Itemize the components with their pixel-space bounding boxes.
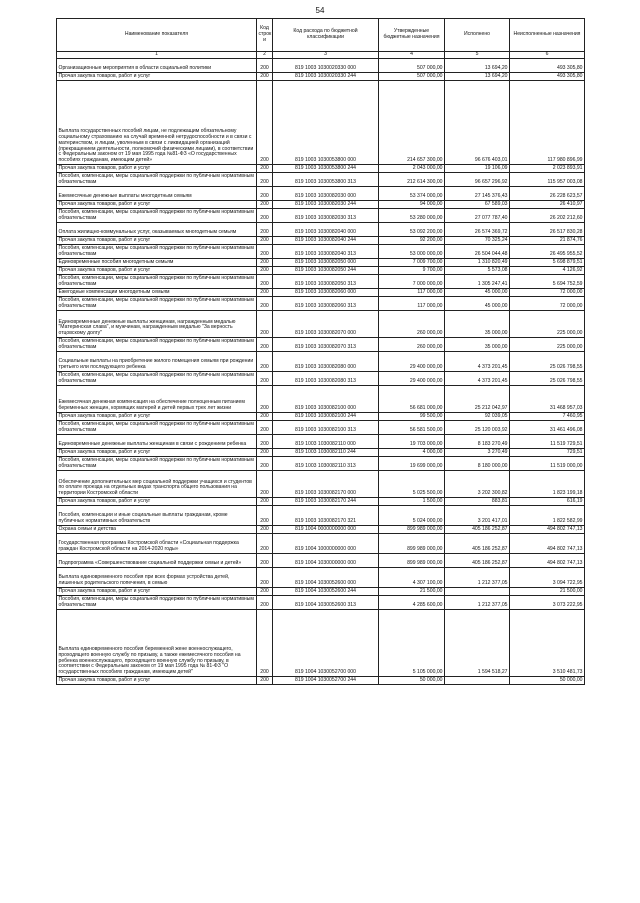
row-approved-cell: 507 000,00: [379, 58, 445, 72]
row-unexecuted-cell: 26 202 212,60: [510, 208, 585, 222]
table-row: [57, 609, 585, 676]
table-row: [57, 412, 585, 420]
row-approved-cell: 94 000,00: [379, 200, 445, 208]
row-approved-cell: 117 000,00: [379, 296, 445, 310]
row-code-cell: 200: [257, 351, 273, 371]
row-kbk-cell: 819 1003 1030082040 244: [273, 236, 379, 244]
row-code-cell: 200: [257, 236, 273, 244]
row-executed-cell: [445, 587, 510, 595]
row-name-cell: Прочая закупка товаров, работ и услуг: [57, 236, 257, 244]
row-kbk-cell: 819 1003 1030082170 244: [273, 497, 379, 505]
column-number: 3: [273, 52, 379, 59]
row-code-cell: 200: [257, 72, 273, 80]
row-code-cell: 200: [257, 274, 273, 288]
row-kbk-cell: 819 1003 1030082050 244: [273, 266, 379, 274]
row-approved-cell: 7 009 700,00: [379, 258, 445, 266]
row-approved-cell: 5 024 000,00: [379, 505, 445, 525]
table-row: [57, 58, 585, 72]
row-executed-cell: 883,81: [445, 497, 510, 505]
row-unexecuted-cell: 3 094 722,95: [510, 567, 585, 587]
row-kbk-cell: 819 1003 1030082070 000: [273, 310, 379, 337]
row-unexecuted-cell: 7 460,95: [510, 412, 585, 420]
row-code-cell: 200: [257, 448, 273, 456]
row-name-cell: Пособия, компенсации, меры социальной поддержки по публичным нормативным обязательствам: [57, 456, 257, 470]
row-name-cell: Государственная программа Костромской области «Социальная поддержка граждан Костромской области на 2014-2020 годы»: [57, 533, 257, 553]
row-executed-cell: 96 657 296,92: [445, 172, 510, 186]
row-unexecuted-cell: 1 822 582,99: [510, 505, 585, 525]
row-kbk-cell: 819 1003 1030082030 313: [273, 208, 379, 222]
row-code-cell: 200: [257, 434, 273, 448]
row-approved-cell: 899 989 000,00: [379, 533, 445, 553]
row-kbk-cell: 819 1003 1030082080 313: [273, 371, 379, 385]
row-code-cell: 200: [257, 525, 273, 533]
row-code-cell: 200: [257, 371, 273, 385]
row-kbk-cell: 819 1003 1030020330 244: [273, 72, 379, 80]
table-row: [57, 595, 585, 609]
row-executed-cell: 1 594 518,27: [445, 609, 510, 676]
row-approved-cell: 5 025 500,00: [379, 470, 445, 497]
row-kbk-cell: 819 1003 1030053800 244: [273, 164, 379, 172]
row-name-cell: Пособия, компенсации, меры социальной поддержки по публичным нормативным обязательствам: [57, 244, 257, 258]
table-row: [57, 310, 585, 337]
row-approved-cell: 56 581 500,00: [379, 420, 445, 434]
table-row: [57, 385, 585, 412]
table-row: [57, 288, 585, 296]
row-code-cell: 200: [257, 172, 273, 186]
row-name-cell: Выплата единовременного пособия беременной жене военнослужащего, проходящего военную службу по призыву, а также ежемесячного пособия на ребенка военнослужащего, проходящего военную службу по призыву, в соответствии с Федеральным законом от 19 мая 1995 года № 81-ФЗ "О государственных пособиях гражданам, имеющим детей": [57, 609, 257, 676]
row-unexecuted-cell: 50 000,00: [510, 676, 585, 684]
row-approved-cell: 99 500,00: [379, 412, 445, 420]
row-code-cell: 200: [257, 385, 273, 412]
table-row: [57, 497, 585, 505]
row-executed-cell: 5 573,08: [445, 266, 510, 274]
row-kbk-cell: 819 1003 1030082060 313: [273, 296, 379, 310]
row-name-cell: Охрана семьи и детства: [57, 525, 257, 533]
row-name-cell: Оплата жилищно-коммунальных услуг, оказываемых многодетным семьям: [57, 222, 257, 236]
row-name-cell: Ежемесячные денежные выплаты многодетным семьям: [57, 186, 257, 200]
row-name-cell: Прочая закупка товаров, работ и услуг: [57, 587, 257, 595]
row-executed-cell: 45 000,00: [445, 288, 510, 296]
row-unexecuted-cell: 25 026 798,55: [510, 371, 585, 385]
table-row: [57, 420, 585, 434]
column-number: 1: [57, 52, 257, 59]
row-executed-cell: 3 202 300,82: [445, 470, 510, 497]
row-executed-cell: 27 145 376,43: [445, 186, 510, 200]
row-approved-cell: 5 105 000,00: [379, 609, 445, 676]
row-kbk-cell: 819 1003 1030082080 000: [273, 351, 379, 371]
row-name-cell: Ежегодные компенсации многодетным семьям: [57, 288, 257, 296]
table-row: [57, 533, 585, 553]
column-header-name: Наименование показателя: [57, 19, 257, 52]
row-name-cell: Пособия, компенсации, меры социальной поддержки по публичным нормативным обязательствам: [57, 420, 257, 434]
column-number-row: [57, 52, 585, 59]
column-header-executed: Исполнено: [445, 19, 510, 52]
table-row: [57, 266, 585, 274]
row-name-cell: Пособия, компенсации, меры социальной поддержки по публичным нормативным обязательствам: [57, 595, 257, 609]
row-code-cell: 200: [257, 497, 273, 505]
table-row: [57, 587, 585, 595]
row-unexecuted-cell: 5 698 879,51: [510, 258, 585, 266]
row-approved-cell: 260 000,00: [379, 310, 445, 337]
row-unexecuted-cell: 26 410,97: [510, 200, 585, 208]
row-kbk-cell: 819 1003 1030082110 313: [273, 456, 379, 470]
row-code-cell: 200: [257, 258, 273, 266]
row-approved-cell: 53 000 000,00: [379, 244, 445, 258]
row-code-cell: 200: [257, 470, 273, 497]
row-code-cell: 200: [257, 80, 273, 164]
row-name-cell: Прочая закупка товаров, работ и услуг: [57, 164, 257, 172]
table-row: [57, 200, 585, 208]
row-kbk-cell: 819 1003 1030082050 313: [273, 274, 379, 288]
table-row: [57, 371, 585, 385]
row-approved-cell: 260 000,00: [379, 337, 445, 351]
row-unexecuted-cell: 494 802 747,13: [510, 553, 585, 567]
page-number: 54: [315, 6, 325, 15]
row-executed-cell: 3 270,49: [445, 448, 510, 456]
row-name-cell: Пособия, компенсации, меры социальной поддержки по публичным нормативным обязательствам: [57, 172, 257, 186]
row-name-cell: Подпрограмма «Совершенствование социальной поддержки семьи и детей»: [57, 553, 257, 567]
table-row: [57, 434, 585, 448]
row-name-cell: Социальные выплаты на приобретение жилого помещения семьям при рождении третьего или последующего ребенка: [57, 351, 257, 371]
row-name-cell: Ежемесячная денежная компенсация на обеспечение полноценным питанием беременных женщин, кормящих матерей и детей первых трех лет жизни: [57, 385, 257, 412]
row-approved-cell: 19 703 000,00: [379, 434, 445, 448]
row-code-cell: 200: [257, 310, 273, 337]
table-row: [57, 525, 585, 533]
row-approved-cell: 21 500,00: [379, 587, 445, 595]
row-executed-cell: 35 000,00: [445, 337, 510, 351]
row-executed-cell: 92 039,05: [445, 412, 510, 420]
row-kbk-cell: 819 1003 1030082100 000: [273, 385, 379, 412]
row-approved-cell: 899 989 000,00: [379, 525, 445, 533]
row-name-cell: Прочая закупка товаров, работ и услуг: [57, 266, 257, 274]
row-approved-cell: 53 374 000,00: [379, 186, 445, 200]
row-executed-cell: 26 504 044,48: [445, 244, 510, 258]
row-unexecuted-cell: 225 000,00: [510, 337, 585, 351]
row-kbk-cell: 819 1003 1030082040 313: [273, 244, 379, 258]
row-name-cell: Организационные мероприятия в области социальной политики: [57, 58, 257, 72]
row-code-cell: 200: [257, 595, 273, 609]
row-name-cell: Прочая закупка товаров, работ и услуг: [57, 497, 257, 505]
row-code-cell: 200: [257, 412, 273, 420]
row-kbk-cell: 819 1003 1030082170 321: [273, 505, 379, 525]
table-row: [57, 676, 585, 684]
row-name-cell: Прочая закупка товаров, работ и услуг: [57, 448, 257, 456]
row-code-cell: 200: [257, 296, 273, 310]
row-executed-cell: 4 373 201,45: [445, 351, 510, 371]
row-kbk-cell: 819 1003 1030053800 000: [273, 80, 379, 164]
row-executed-cell: 1 305 247,41: [445, 274, 510, 288]
row-kbk-cell: 819 1004 1030052600 244: [273, 587, 379, 595]
row-unexecuted-cell: 72 000,00: [510, 288, 585, 296]
row-executed-cell: [445, 676, 510, 684]
row-unexecuted-cell: 31 461 496,08: [510, 420, 585, 434]
row-kbk-cell: 819 1003 1030082030 000: [273, 186, 379, 200]
row-executed-cell: 70 325,24: [445, 236, 510, 244]
row-approved-cell: 117 000,00: [379, 288, 445, 296]
row-name-cell: Единовременные пособия многодетным семьям: [57, 258, 257, 266]
row-kbk-cell: 819 1003 1030020330 000: [273, 58, 379, 72]
row-unexecuted-cell: 5 694 752,59: [510, 274, 585, 288]
row-code-cell: 200: [257, 222, 273, 236]
row-executed-cell: 25 212 042,97: [445, 385, 510, 412]
row-code-cell: 200: [257, 420, 273, 434]
row-code-cell: 200: [257, 58, 273, 72]
row-kbk-cell: 819 1003 1030082040 000: [273, 222, 379, 236]
row-kbk-cell: 819 1004 1030052600 000: [273, 567, 379, 587]
row-executed-cell: 25 120 003,92: [445, 420, 510, 434]
row-executed-cell: 3 201 417,01: [445, 505, 510, 525]
row-unexecuted-cell: 2 023 893,91: [510, 164, 585, 172]
row-unexecuted-cell: 25 026 798,55: [510, 351, 585, 371]
row-unexecuted-cell: 494 802 747,13: [510, 533, 585, 553]
table-row: [57, 337, 585, 351]
row-name-cell: Единовременные денежные выплаты женщинам, награжденным медалью "Материнская слава", и мужчинам, награжденным медалью "За верность отцовскому долгу": [57, 310, 257, 337]
row-code-cell: 200: [257, 337, 273, 351]
row-kbk-cell: 819 1004 1030052700 000: [273, 609, 379, 676]
row-code-cell: 200: [257, 200, 273, 208]
row-approved-cell: 19 699 000,00: [379, 456, 445, 470]
row-unexecuted-cell: 115 957 003,08: [510, 172, 585, 186]
row-code-cell: 200: [257, 553, 273, 567]
row-unexecuted-cell: 225 000,00: [510, 310, 585, 337]
column-header-approved: Утвержденные бюджетные назначения: [379, 19, 445, 52]
table-row: [57, 236, 585, 244]
row-code-cell: 200: [257, 567, 273, 587]
row-approved-cell: 53 092 200,00: [379, 222, 445, 236]
row-approved-cell: 50 000,00: [379, 676, 445, 684]
column-header-code: Код строк и: [257, 19, 273, 52]
row-unexecuted-cell: 11 519 729,51: [510, 434, 585, 448]
row-kbk-cell: 819 1004 1000000000 000: [273, 533, 379, 553]
row-unexecuted-cell: 3 510 481,73: [510, 609, 585, 676]
row-kbk-cell: 819 1004 0000000000 000: [273, 525, 379, 533]
table-row: [57, 72, 585, 80]
row-approved-cell: 4 000,00: [379, 448, 445, 456]
budget-execution-table: [56, 18, 585, 685]
row-kbk-cell: 819 1003 1030082030 244: [273, 200, 379, 208]
row-name-cell: Пособия, компенсации и иные социальные выплаты гражданам, кроме публичных нормативных обязательств: [57, 505, 257, 525]
table-row: [57, 172, 585, 186]
column-header-kbk: Код расхода по бюджетной классификации: [273, 19, 379, 52]
row-executed-cell: 13 694,20: [445, 58, 510, 72]
row-executed-cell: 1 212 377,05: [445, 567, 510, 587]
row-name-cell: Выплата единовременного пособия при всех формах устройства детей, лишенных родительского попечения, в семью: [57, 567, 257, 587]
row-executed-cell: 67 589,03: [445, 200, 510, 208]
row-kbk-cell: 819 1003 1030082050 000: [273, 258, 379, 266]
row-approved-cell: 507 000,00: [379, 72, 445, 80]
row-code-cell: 200: [257, 456, 273, 470]
row-kbk-cell: 819 1004 1030000000 000: [273, 553, 379, 567]
row-executed-cell: 96 676 403,01: [445, 80, 510, 164]
row-code-cell: 200: [257, 288, 273, 296]
row-unexecuted-cell: 493 305,80: [510, 58, 585, 72]
row-executed-cell: 405 186 252,87: [445, 525, 510, 533]
row-unexecuted-cell: 493 305,80: [510, 72, 585, 80]
row-name-cell: Пособия, компенсации, меры социальной поддержки по публичным нормативным обязательствам: [57, 274, 257, 288]
row-approved-cell: 899 989 000,00: [379, 553, 445, 567]
row-executed-cell: 35 000,00: [445, 310, 510, 337]
table-row: [57, 505, 585, 525]
row-unexecuted-cell: 21 500,00: [510, 587, 585, 595]
row-name-cell: Прочая закупка товаров, работ и услуг: [57, 676, 257, 684]
table-row: [57, 186, 585, 200]
row-executed-cell: 8 183 270,49: [445, 434, 510, 448]
row-unexecuted-cell: 616,19: [510, 497, 585, 505]
table-row: [57, 274, 585, 288]
row-approved-cell: 1 500,00: [379, 497, 445, 505]
row-kbk-cell: 819 1003 1030082170 000: [273, 470, 379, 497]
row-code-cell: 200: [257, 609, 273, 676]
row-approved-cell: 4 285 600,00: [379, 595, 445, 609]
row-approved-cell: 7 000 000,00: [379, 274, 445, 288]
column-header-unexecuted: Неисполненные назначения: [510, 19, 585, 52]
row-name-cell: Выплата государственных пособий лицам, не подлежащим обязательному социальному страхованию на случай временной нетрудоспособности и в связи с материнством, и лицам, уволенным в связи с ликвидацией организаций (прекращением деятельности, полномочий физическими лицами), в соответствии с Федеральным законом от 19 мая 1995 года №81-ФЗ «О государственных пособиях гражданам, имеющим детей»: [57, 80, 257, 164]
row-unexecuted-cell: 494 802 747,13: [510, 525, 585, 533]
row-executed-cell: 27 077 787,40: [445, 208, 510, 222]
row-name-cell: Пособия, компенсации, меры социальной поддержки по публичным нормативным обязательствам: [57, 296, 257, 310]
column-number: 6: [510, 52, 585, 59]
row-approved-cell: 2 043 000,00: [379, 164, 445, 172]
row-unexecuted-cell: 117 980 896,99: [510, 80, 585, 164]
table-row: [57, 244, 585, 258]
row-kbk-cell: 819 1003 1030082110 244: [273, 448, 379, 456]
row-name-cell: Прочая закупка товаров, работ и услуг: [57, 412, 257, 420]
row-unexecuted-cell: 26 228 623,57: [510, 186, 585, 200]
row-executed-cell: 26 574 369,72: [445, 222, 510, 236]
row-executed-cell: 1 310 820,49: [445, 258, 510, 266]
row-name-cell: Пособия, компенсации, меры социальной поддержки по публичным нормативным обязательствам: [57, 208, 257, 222]
row-unexecuted-cell: 3 073 222,95: [510, 595, 585, 609]
row-executed-cell: 405 186 252,87: [445, 533, 510, 553]
row-unexecuted-cell: 26 517 830,28: [510, 222, 585, 236]
row-executed-cell: 1 212 377,05: [445, 595, 510, 609]
table-row: [57, 208, 585, 222]
column-number: 2: [257, 52, 273, 59]
row-kbk-cell: 819 1003 1030082110 000: [273, 434, 379, 448]
row-kbk-cell: 819 1003 1030053800 313: [273, 172, 379, 186]
row-executed-cell: 405 186 252,87: [445, 553, 510, 567]
row-executed-cell: 19 106,09: [445, 164, 510, 172]
table-row: [57, 80, 585, 164]
row-kbk-cell: 819 1004 1030052600 313: [273, 595, 379, 609]
row-executed-cell: 4 373 201,45: [445, 371, 510, 385]
table-row: [57, 456, 585, 470]
row-code-cell: 200: [257, 244, 273, 258]
row-unexecuted-cell: 21 874,76: [510, 236, 585, 244]
row-unexecuted-cell: 26 495 955,52: [510, 244, 585, 258]
row-unexecuted-cell: 31 468 957,03: [510, 385, 585, 412]
row-approved-cell: 9 700,00: [379, 266, 445, 274]
row-approved-cell: 56 681 000,00: [379, 385, 445, 412]
row-name-cell: Прочая закупка товаров, работ и услуг: [57, 72, 257, 80]
row-name-cell: Обеспечение дополнительных мер социальной поддержки учащихся и студентов по оплате проезда на отдельных видах транспорта общего пользования на территории Костромской области: [57, 470, 257, 497]
row-code-cell: 200: [257, 587, 273, 595]
row-code-cell: 200: [257, 208, 273, 222]
row-kbk-cell: 819 1003 1030082100 313: [273, 420, 379, 434]
row-code-cell: 200: [257, 186, 273, 200]
column-number: 5: [445, 52, 510, 59]
row-code-cell: 200: [257, 676, 273, 684]
row-kbk-cell: 819 1003 1030082060 000: [273, 288, 379, 296]
table-row: [57, 553, 585, 567]
row-name-cell: Пособия, компенсации, меры социальной поддержки по публичным нормативным обязательствам: [57, 337, 257, 351]
row-unexecuted-cell: 4 126,92: [510, 266, 585, 274]
row-approved-cell: 4 307 100,00: [379, 567, 445, 587]
table-row: [57, 567, 585, 587]
row-kbk-cell: 819 1004 1030052700 244: [273, 676, 379, 684]
column-number: 4: [379, 52, 445, 59]
row-name-cell: Единовременные денежные выплаты женщинам в связи с рождением ребенка: [57, 434, 257, 448]
row-unexecuted-cell: 11 519 000,00: [510, 456, 585, 470]
row-name-cell: Пособия, компенсации, меры социальной поддержки по публичным нормативным обязательствам: [57, 371, 257, 385]
row-executed-cell: 8 180 000,00: [445, 456, 510, 470]
table-row: [57, 448, 585, 456]
row-name-cell: Прочая закупка товаров, работ и услуг: [57, 200, 257, 208]
row-approved-cell: 214 657 300,00: [379, 80, 445, 164]
row-code-cell: 200: [257, 266, 273, 274]
table-row: [57, 296, 585, 310]
row-executed-cell: 13 694,20: [445, 72, 510, 80]
table-header-row: [57, 19, 585, 52]
row-kbk-cell: 819 1003 1030082070 313: [273, 337, 379, 351]
row-approved-cell: 92 200,00: [379, 236, 445, 244]
row-unexecuted-cell: 729,51: [510, 448, 585, 456]
table-row: [57, 351, 585, 371]
row-approved-cell: 212 614 300,00: [379, 172, 445, 186]
row-executed-cell: 45 000,00: [445, 296, 510, 310]
row-kbk-cell: 819 1003 1030082100 244: [273, 412, 379, 420]
table-row: [57, 470, 585, 497]
row-code-cell: 200: [257, 533, 273, 553]
row-code-cell: 200: [257, 505, 273, 525]
row-approved-cell: 53 280 000,00: [379, 208, 445, 222]
table-row: [57, 164, 585, 172]
table-row: [57, 222, 585, 236]
row-approved-cell: 29 400 000,00: [379, 371, 445, 385]
row-code-cell: 200: [257, 164, 273, 172]
row-unexecuted-cell: 72 000,00: [510, 296, 585, 310]
row-approved-cell: 29 400 000,00: [379, 351, 445, 371]
row-unexecuted-cell: 1 823 199,18: [510, 470, 585, 497]
table-row: [57, 258, 585, 266]
